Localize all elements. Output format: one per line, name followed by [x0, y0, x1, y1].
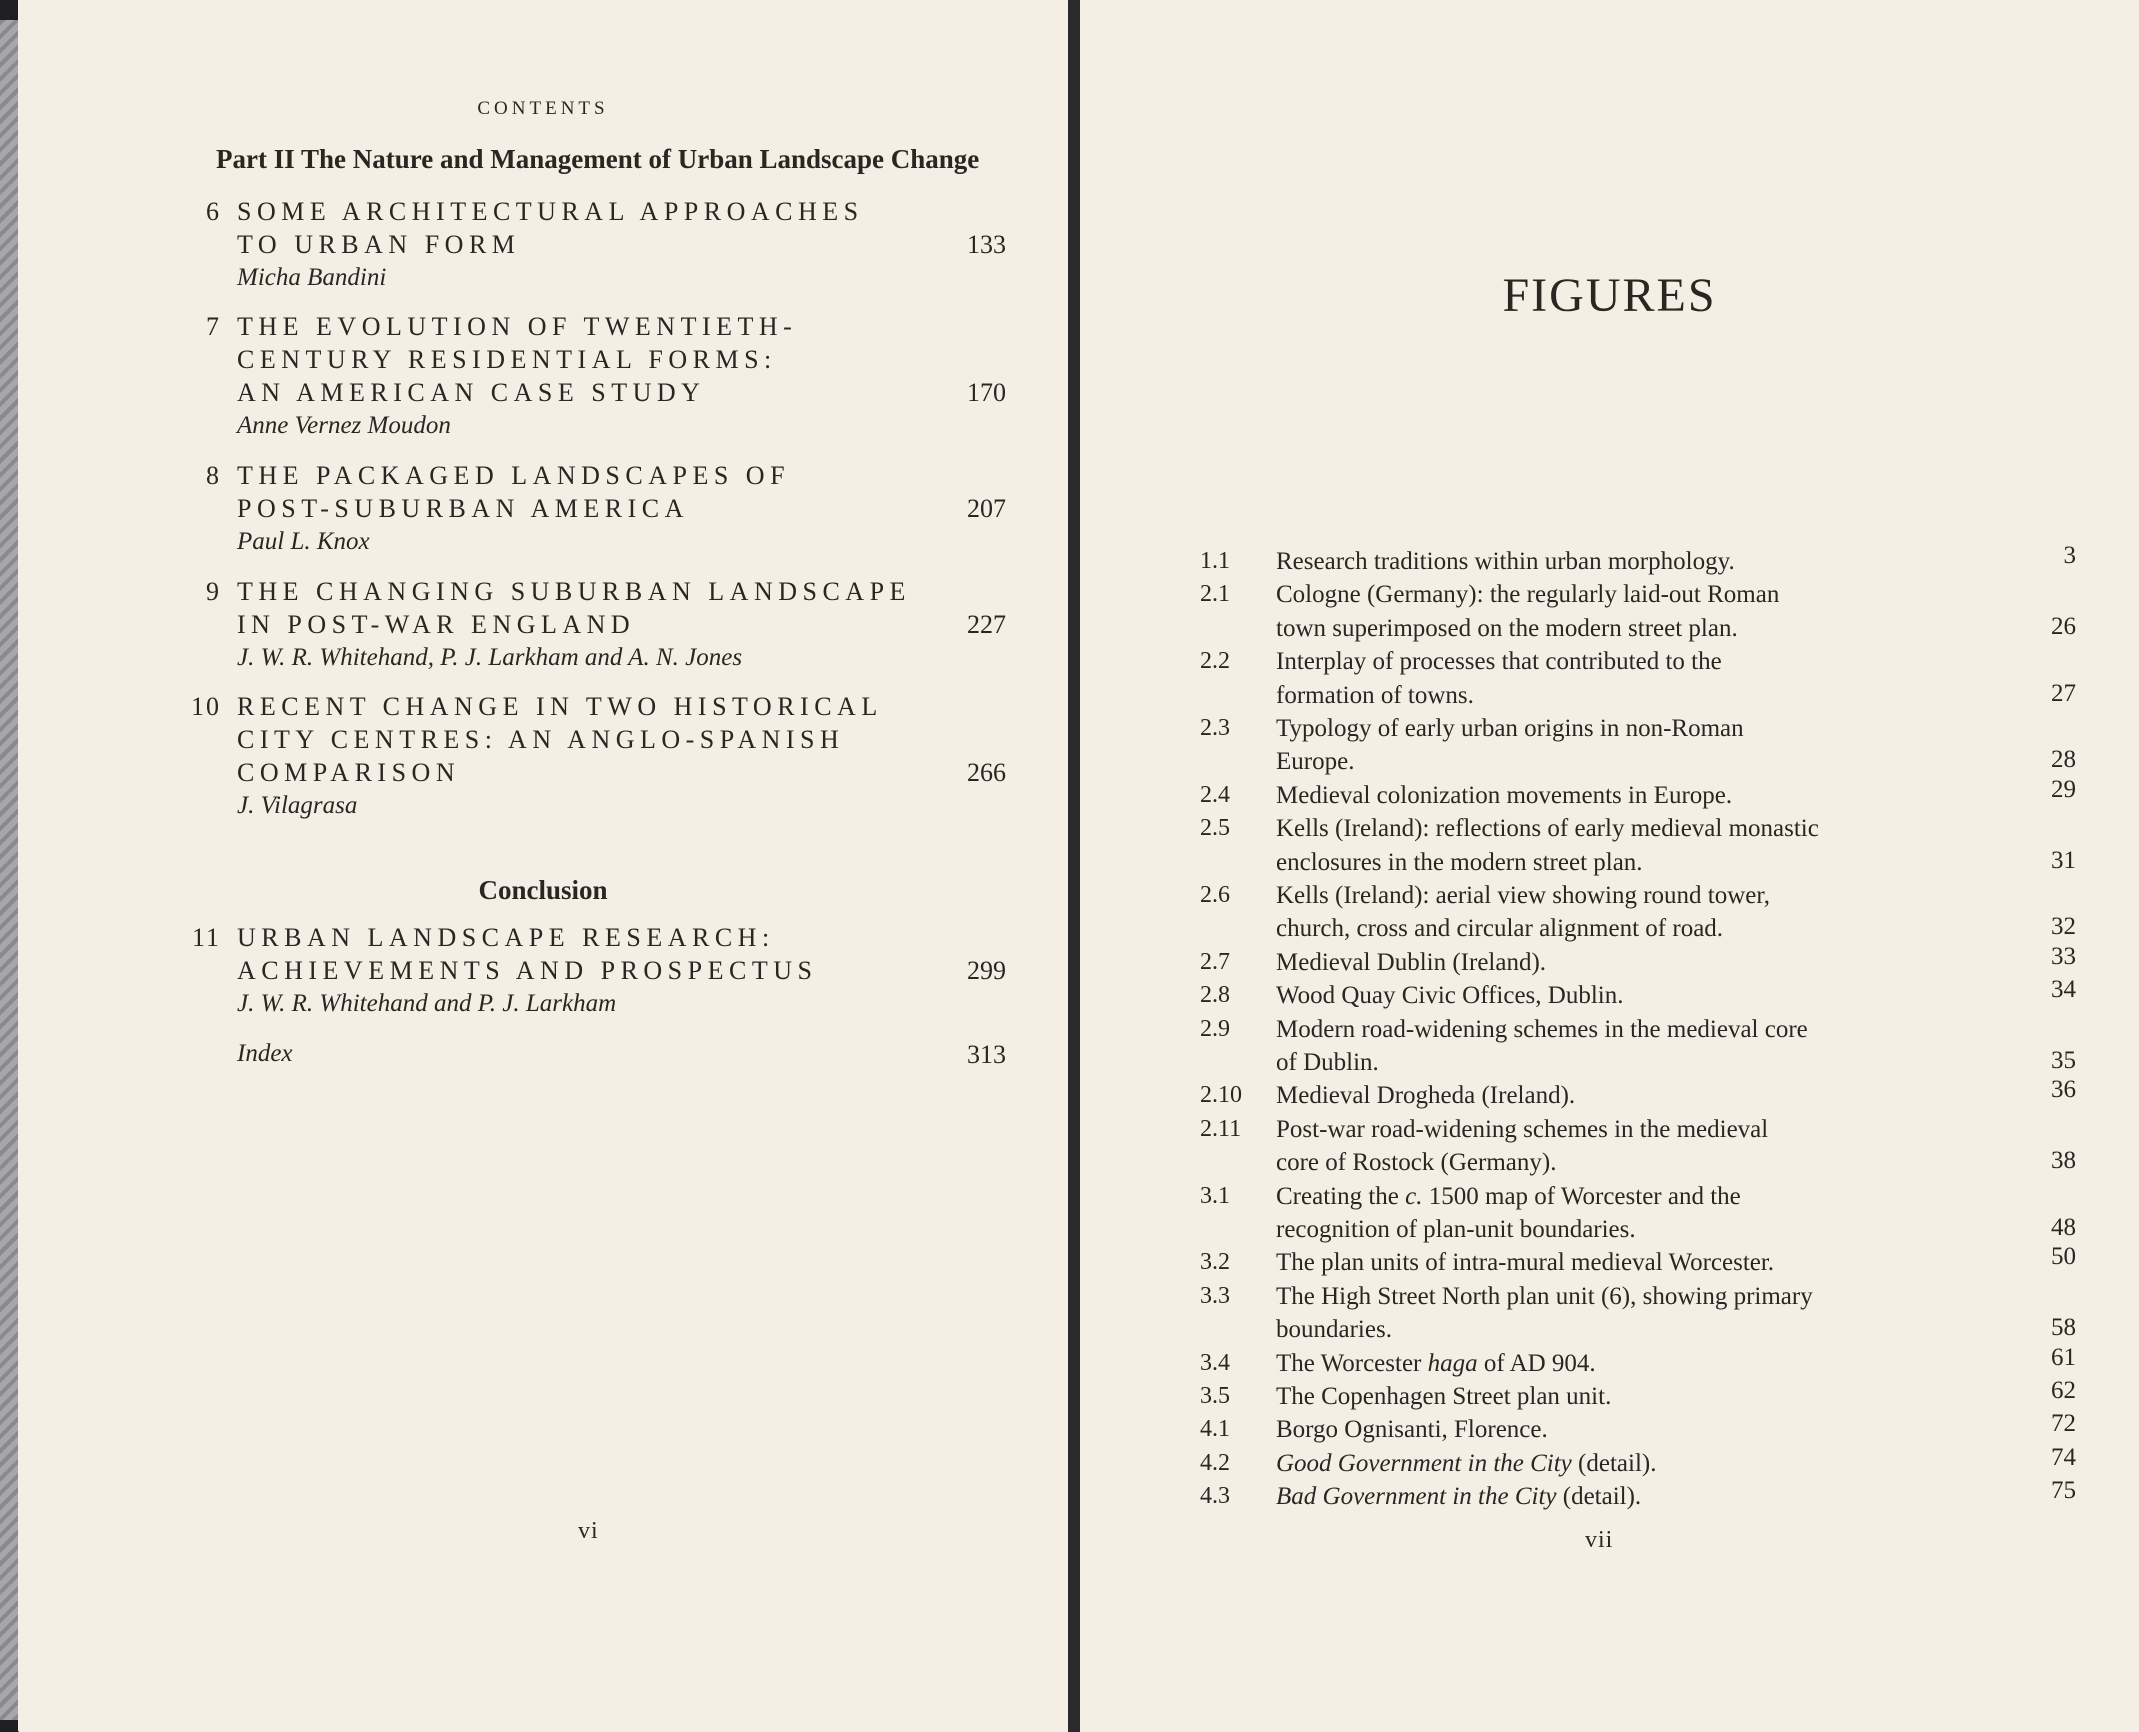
italic-term: c.	[1405, 1182, 1423, 1210]
figure-number: 2.2	[1200, 648, 1230, 675]
figure-caption-line: Borgo Ognisanti, Florence.	[1276, 1416, 1548, 1444]
page-folio-right: vii	[1585, 1527, 1614, 1553]
figure-number: 3.2	[1200, 1249, 1230, 1276]
figure-entry[interactable]	[1080, 1076, 2139, 1115]
chapter-page-number: 170	[967, 378, 1006, 407]
chapter-page-number: 227	[967, 610, 1006, 639]
figure-page-number: 3	[2063, 542, 2076, 569]
figure-page-number: 35	[2051, 1046, 2076, 1074]
chapter-title-line: URBAN LANDSCAPE RESEARCH:	[237, 923, 775, 952]
figure-entry[interactable]	[1080, 976, 2139, 1015]
figure-caption-line: Medieval Drogheda (Ireland).	[1276, 1082, 1576, 1110]
chapter-author: Paul L. Knox	[237, 528, 370, 555]
figure-number: 2.3	[1200, 715, 1230, 741]
chapter-number: 10	[191, 692, 221, 721]
figure-caption-line: Cologne (Germany): the regularly laid-out Roman	[1276, 581, 1780, 609]
chapter-title-line: COMPARISON	[237, 758, 461, 787]
italic-title: Bad Government in the City	[1276, 1483, 1557, 1511]
chapter-title-line: SOME ARCHITECTURAL APPROACHES	[237, 197, 864, 226]
chapter-page-number: 266	[967, 758, 1006, 787]
running-head: CONTENTS	[477, 98, 609, 119]
chapter-number: 9	[206, 577, 221, 606]
figure-entry[interactable]	[1080, 775, 2139, 815]
figure-caption-line: The High Street North plan unit (6), showing primary	[1276, 1282, 1813, 1310]
figure-page-number: 28	[2051, 746, 2076, 774]
conclusion-heading: Conclusion	[478, 875, 608, 905]
figure-entry[interactable]	[1080, 1283, 2139, 1350]
chapter-author: Anne Vernez Moudon	[237, 412, 451, 439]
figure-page-number: 31	[2051, 846, 2076, 874]
chapter-title-line: CENTURY RESIDENTIAL FORMS:	[237, 345, 777, 374]
figure-number: 2.1	[1200, 581, 1230, 608]
figure-number: 1.1	[1200, 548, 1230, 574]
chapter-author: J. Vilagrasa	[237, 792, 358, 819]
figure-entry[interactable]	[1080, 1243, 2139, 1282]
chapter-page-number: 133	[967, 230, 1006, 259]
figure-number: 3.4	[1200, 1349, 1230, 1376]
figure-caption-line: town superimposed on the modern street plan.	[1276, 614, 1738, 642]
figure-caption-line: Post-war road-widening schemes in the medieval	[1276, 1115, 1769, 1143]
figure-caption-line: Good Government in the City (detail).	[1276, 1449, 1657, 1477]
figure-caption-line: The Copenhagen Street plan unit.	[1276, 1383, 1612, 1410]
index-label: Index	[237, 1040, 293, 1067]
figure-caption-line: Typology of early urban origins in non-Roman	[1276, 715, 1744, 742]
figure-number: 4.1	[1200, 1416, 1230, 1443]
figure-number: 2.7	[1200, 948, 1230, 975]
chapter-title-line: RECENT CHANGE IN TWO HISTORICAL	[237, 692, 883, 721]
chapter-number: 11	[191, 923, 221, 952]
figure-caption-line: Europe.	[1276, 748, 1355, 776]
figure-number: 3.3	[1200, 1282, 1230, 1309]
chapter-title-line: AN AMERICAN CASE STUDY	[237, 378, 706, 407]
figure-page-number: 58	[2051, 1314, 2076, 1342]
figure-caption-line: boundaries.	[1276, 1316, 1392, 1344]
chapter-number: 8	[206, 461, 221, 490]
italic-term: haga	[1427, 1349, 1478, 1377]
figure-page-number: 27	[2051, 679, 2076, 707]
figure-caption-line: formation of towns.	[1276, 681, 1474, 709]
chapter-title-line: IN POST-WAR ENGLAND	[237, 610, 636, 639]
book-spine-gutter	[1068, 0, 1080, 1732]
index-page-number: 313	[967, 1040, 1006, 1069]
figure-caption-line: enclosures in the modern street plan.	[1276, 848, 1643, 876]
figure-caption-line: Bad Government in the City (detail).	[1276, 1483, 1642, 1511]
figure-page-number: 36	[2051, 1076, 2076, 1104]
page-folio-left: vi	[578, 1518, 599, 1544]
figure-number: 3.1	[1200, 1182, 1230, 1209]
figure-page-number: 26	[2051, 612, 2076, 640]
figure-page-number: 32	[2051, 913, 2076, 941]
figure-number: 4.2	[1200, 1449, 1230, 1476]
figure-caption-line: The Worcester haga of AD 904.	[1276, 1349, 1596, 1377]
figure-caption-line: Medieval Dublin (Ireland).	[1276, 948, 1547, 976]
chapter-number: 7	[206, 312, 221, 341]
chapter-page-number: 299	[967, 956, 1006, 985]
part-heading: Part II The Nature and Management of Urban Landscape Change	[216, 144, 980, 174]
page-edges	[0, 20, 18, 1720]
figure-caption-line: church, cross and circular alignment of road.	[1276, 915, 1724, 943]
italic-title: Good Government in the City	[1276, 1449, 1572, 1477]
figure-caption-line: of Dublin.	[1276, 1048, 1379, 1076]
figure-caption-line: core of Rostock (Germany).	[1276, 1149, 1557, 1177]
figure-page-number: 50	[2051, 1243, 2076, 1271]
figure-caption-line: Medieval colonization movements in Europe.	[1276, 781, 1733, 809]
contents-page	[18, 0, 1068, 1732]
figure-entry[interactable]	[1080, 1183, 2139, 1250]
figure-page-number: 33	[2051, 942, 2076, 970]
chapter-author: Micha Bandini	[237, 264, 387, 291]
figure-entry[interactable]	[1080, 1016, 2139, 1083]
chapter-author: J. W. R. Whitehand and P. J. Larkham	[237, 990, 617, 1017]
figure-caption-line: Wood Quay Civic Offices, Dublin.	[1276, 982, 1624, 1010]
figure-caption-line: Research traditions within urban morphology.	[1276, 548, 1735, 575]
chapter-author: J. W. R. Whitehand, P. J. Larkham and A. N. Jones	[237, 644, 743, 671]
figure-entry[interactable]	[1080, 581, 2139, 648]
figures-page	[1080, 0, 2139, 1732]
figure-page-number: 72	[2051, 1410, 2076, 1438]
figure-entry[interactable]	[1080, 815, 2139, 882]
figure-number: 3.5	[1200, 1383, 1230, 1409]
chapter-title-line: THE PACKAGED LANDSCAPES OF	[237, 461, 791, 490]
figure-caption-line: The plan units of intra-mural medieval Worcester.	[1276, 1249, 1775, 1277]
figure-caption-line: Modern road-widening schemes in the medieval core	[1276, 1015, 1808, 1043]
figure-caption-line: Kells (Ireland): reflections of early medieval monastic	[1276, 815, 1819, 843]
figure-page-number: 62	[2051, 1377, 2076, 1404]
figure-page-number: 74	[2051, 1443, 2076, 1471]
figure-number: 2.10	[1200, 1082, 1242, 1109]
figure-caption-line: Interplay of processes that contributed to the	[1276, 648, 1722, 676]
figure-number: 2.8	[1200, 982, 1230, 1009]
chapter-title-line: ACHIEVEMENTS AND PROSPECTUS	[237, 956, 818, 985]
figure-page-number: 61	[2051, 1343, 2076, 1371]
figures-title: FIGURES	[1502, 269, 1717, 322]
chapter-title-line: THE CHANGING SUBURBAN LANDSCAPE	[237, 577, 911, 606]
figure-entry[interactable]	[1080, 882, 2139, 949]
figure-entry[interactable]	[1080, 715, 2139, 782]
figure-number: 2.6	[1200, 882, 1230, 908]
figure-caption-line: Creating the c. 1500 map of Worcester and the	[1276, 1182, 1741, 1210]
figure-caption-line: recognition of plan-unit boundaries.	[1276, 1215, 1636, 1243]
chapter-title-line: TO URBAN FORM	[237, 230, 521, 259]
figure-caption-line: Kells (Ireland): aerial view showing round tower,	[1276, 882, 1770, 909]
chapter-title-line: THE EVOLUTION OF TWENTIETH-	[237, 312, 798, 341]
figure-number: 2.11	[1200, 1115, 1242, 1142]
chapter-title-line: CITY CENTRES: AN ANGLO-SPANISH	[237, 725, 845, 754]
figure-number: 2.4	[1200, 781, 1230, 808]
figure-number: 4.3	[1200, 1483, 1230, 1510]
figure-entry[interactable]	[1080, 1116, 2139, 1183]
figure-entry[interactable]	[1080, 542, 2139, 581]
figure-page-number: 38	[2051, 1147, 2076, 1175]
figure-number: 2.5	[1200, 815, 1230, 842]
figure-entry[interactable]	[1080, 1477, 2139, 1516]
chapter-title-line: POST-SUBURBAN AMERICA	[237, 494, 689, 523]
figure-page-number: 34	[2051, 976, 2076, 1004]
figure-page-number: 29	[2051, 775, 2076, 803]
chapter-number: 6	[206, 197, 221, 226]
figure-entry[interactable]	[1080, 648, 2139, 715]
figure-number: 2.9	[1200, 1015, 1230, 1042]
figure-page-number: 48	[2051, 1213, 2076, 1241]
chapter-page-number: 207	[967, 494, 1006, 523]
figure-page-number: 75	[2051, 1477, 2076, 1505]
